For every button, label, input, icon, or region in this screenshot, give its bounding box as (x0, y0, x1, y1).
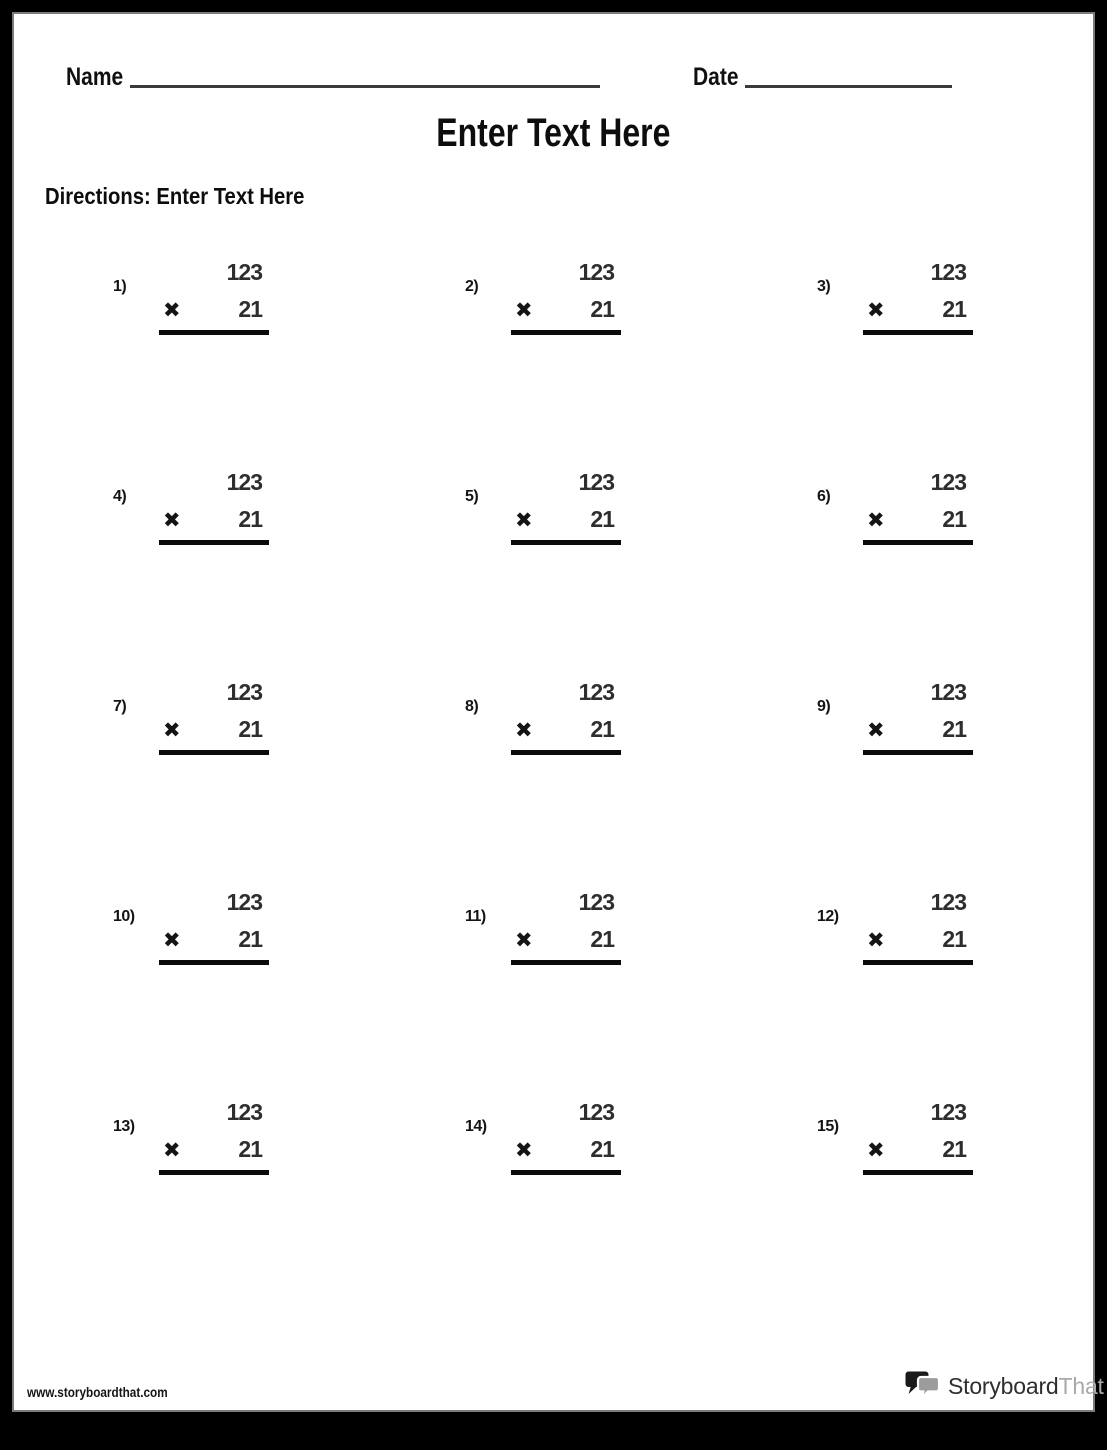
date-underline (745, 65, 952, 88)
answer-line (863, 540, 973, 545)
multiplier-row (511, 506, 621, 532)
answer-line (511, 1170, 621, 1175)
multiplication-icon: ✖ (163, 298, 181, 322)
problem-body (511, 1099, 621, 1175)
website-url: www.storyboardthat.com (27, 1384, 168, 1400)
multiplication-icon: ✖ (515, 298, 533, 322)
logo-text-that: That (1058, 1372, 1104, 1399)
problem-number-label: 3) (817, 278, 831, 295)
speech-bubbles-icon (905, 1371, 942, 1401)
answer-line (863, 330, 973, 335)
multiplicand-value: 123 (930, 1099, 966, 1125)
answer-line (511, 960, 621, 965)
multiplication-icon: ✖ (163, 1138, 181, 1162)
multiplication-problem (113, 889, 465, 1102)
multiplier-value: 21 (238, 926, 262, 952)
multiplicand-value: 123 (578, 1099, 614, 1125)
multiplication-icon: ✖ (515, 928, 533, 952)
multiplicand-value: 123 (578, 679, 614, 705)
multiplier-row (863, 926, 973, 952)
multiplier-value: 21 (590, 926, 614, 952)
multiplication-icon: ✖ (867, 928, 885, 952)
problem-body (863, 679, 973, 755)
problem-number-label: 1) (113, 278, 127, 295)
multiplier-value: 21 (590, 296, 614, 322)
multiplicand-value: 123 (930, 259, 966, 285)
multiplier-value: 21 (942, 1136, 966, 1162)
problem-body (863, 889, 973, 965)
answer-line (863, 750, 973, 755)
multiplier-row (159, 1136, 269, 1162)
multiplier-row (159, 926, 269, 952)
multiplier-value: 21 (238, 506, 262, 532)
problem-number-label: 5) (465, 488, 479, 505)
multiplicand-value: 123 (578, 889, 614, 915)
answer-line (863, 960, 973, 965)
multiplier-row (863, 716, 973, 742)
multiplication-problem (465, 679, 817, 892)
answer-line (863, 1170, 973, 1175)
multiplier-row (511, 1136, 621, 1162)
multiplication-icon: ✖ (163, 508, 181, 532)
problem-body (511, 889, 621, 965)
multiplicand-value: 123 (930, 889, 966, 915)
multiplier-value: 21 (942, 716, 966, 742)
multiplication-problem (113, 1099, 465, 1312)
multiplication-problem (465, 469, 817, 682)
name-underline (130, 65, 600, 88)
problem-body (159, 889, 269, 965)
multiplier-value: 21 (238, 716, 262, 742)
multiplier-row (159, 716, 269, 742)
multiplication-problem (817, 469, 1107, 682)
multiplication-icon: ✖ (515, 1138, 533, 1162)
logo-text-storyboard: Storyboard (948, 1372, 1059, 1399)
problem-body (159, 679, 269, 755)
problem-number-label: 7) (113, 698, 127, 715)
multiplication-icon: ✖ (163, 928, 181, 952)
problem-number-label: 4) (113, 488, 127, 505)
problem-body (863, 469, 973, 545)
answer-line (159, 1170, 269, 1175)
multiplier-row (511, 296, 621, 322)
problem-number-label: 12) (817, 908, 839, 925)
problem-number-label: 2) (465, 278, 479, 295)
multiplication-problem (465, 1099, 817, 1312)
multiplication-problem (817, 1099, 1107, 1312)
answer-line (159, 330, 269, 335)
multiplier-value: 21 (942, 926, 966, 952)
problem-number-label: 11) (465, 908, 486, 925)
answer-line (159, 540, 269, 545)
multiplicand-value: 123 (226, 1099, 262, 1125)
multiplier-row (511, 716, 621, 742)
multiplier-value: 21 (590, 506, 614, 532)
multiplication-icon: ✖ (515, 718, 533, 742)
multiplier-row (863, 506, 973, 532)
multiplicand-value: 123 (578, 469, 614, 495)
multiplication-icon: ✖ (867, 718, 885, 742)
multiplication-problem (817, 259, 1107, 472)
problems-grid (113, 259, 1107, 1312)
multiplication-icon: ✖ (867, 508, 885, 532)
answer-line (511, 750, 621, 755)
problem-number-label: 8) (465, 698, 479, 715)
multiplier-row (863, 1136, 973, 1162)
answer-line (511, 540, 621, 545)
multiplicand-value: 123 (226, 469, 262, 495)
logo-wordmark (948, 1372, 1104, 1399)
problem-number-label: 10) (113, 908, 135, 925)
multiplication-icon: ✖ (867, 298, 885, 322)
multiplicand-value: 123 (226, 889, 262, 915)
multiplication-problem (817, 679, 1107, 892)
problem-number-label: 9) (817, 698, 831, 715)
answer-line (159, 750, 269, 755)
problem-body (159, 259, 269, 335)
multiplier-row (863, 296, 973, 322)
multiplier-row (511, 926, 621, 952)
problem-body (511, 259, 621, 335)
multiplier-row (159, 296, 269, 322)
multiplicand-value: 123 (226, 259, 262, 285)
multiplicand-value: 123 (930, 469, 966, 495)
worksheet-page (12, 12, 1104, 1412)
multiplication-problem (465, 259, 817, 472)
multiplier-value: 21 (590, 1136, 614, 1162)
storyboardthat-logo (905, 1371, 1104, 1401)
multiplication-problem (113, 469, 465, 682)
multiplier-value: 21 (942, 506, 966, 532)
multiplication-problem (113, 679, 465, 892)
name-label: Name (66, 63, 124, 91)
multiplication-problem (113, 259, 465, 472)
worksheet-title: Enter Text Here (436, 111, 671, 155)
date-label: Date (693, 63, 739, 91)
multiplicand-value: 123 (578, 259, 614, 285)
answer-line (511, 330, 621, 335)
problem-body (511, 469, 621, 545)
multiplication-icon: ✖ (163, 718, 181, 742)
problem-body (511, 679, 621, 755)
multiplicand-value: 123 (226, 679, 262, 705)
problem-number-label: 6) (817, 488, 831, 505)
multiplication-icon: ✖ (515, 508, 533, 532)
multiplier-value: 21 (590, 716, 614, 742)
problem-number-label: 13) (113, 1118, 135, 1135)
multiplier-row (159, 506, 269, 532)
multiplication-problem (465, 889, 817, 1102)
problem-body (159, 469, 269, 545)
problem-number-label: 14) (465, 1118, 487, 1135)
multiplication-problem (817, 889, 1107, 1102)
problem-body (863, 259, 973, 335)
multiplier-value: 21 (238, 1136, 262, 1162)
multiplicand-value: 123 (930, 679, 966, 705)
problem-body (863, 1099, 973, 1175)
answer-line (159, 960, 269, 965)
multiplier-value: 21 (238, 296, 262, 322)
directions-text: Directions: Enter Text Here (45, 183, 305, 209)
multiplier-value: 21 (942, 296, 966, 322)
multiplication-icon: ✖ (867, 1138, 885, 1162)
problem-body (159, 1099, 269, 1175)
problem-number-label: 15) (817, 1118, 839, 1135)
